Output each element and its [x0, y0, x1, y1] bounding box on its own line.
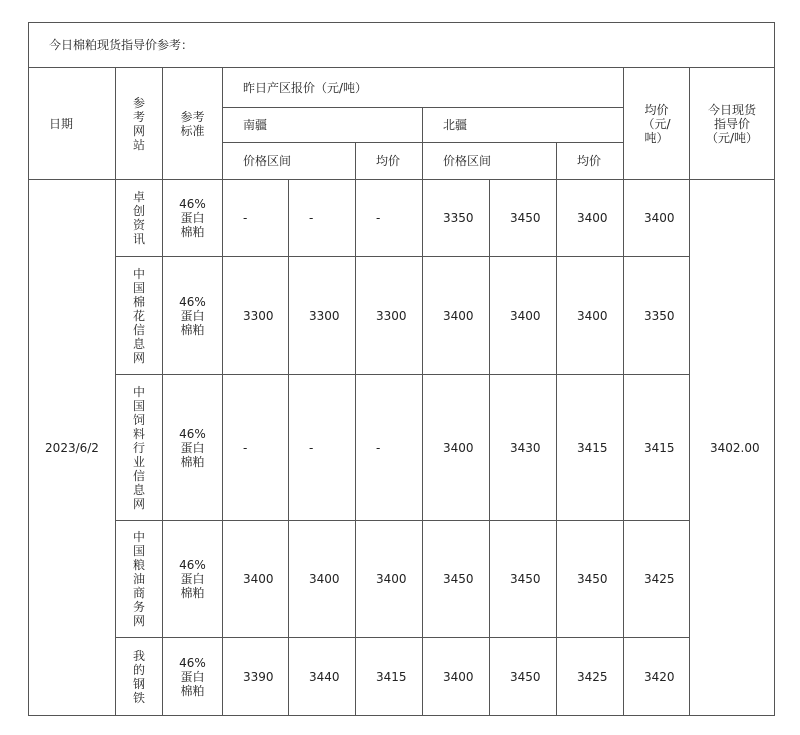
header-south-range: 价格区间: [223, 143, 356, 180]
standard-cell: 46%蛋白棉粕: [179, 558, 206, 600]
south-high-cell: -: [289, 375, 356, 521]
standard-cell: 46%蛋白棉粕: [179, 426, 206, 469]
avg-cell: 3420: [624, 638, 690, 716]
south-avg-cell: -: [356, 375, 423, 521]
header-site: 参考网站: [132, 95, 145, 152]
south-avg-cell: 3300: [356, 257, 423, 375]
avg-cell: 3415: [624, 375, 690, 521]
header-north-avg: 均价: [557, 143, 624, 180]
north-low-cell: 3350: [423, 180, 490, 257]
header-date: 日期: [29, 68, 116, 180]
site-cell: 卓创资讯: [132, 190, 145, 246]
south-low-cell: -: [223, 180, 289, 257]
south-low-cell: 3400: [223, 521, 289, 638]
north-low-cell: 3400: [423, 375, 490, 521]
south-high-cell: 3400: [289, 521, 356, 638]
north-avg-cell: 3425: [557, 638, 624, 716]
table-title: 今日棉粕现货指导价参考：: [29, 23, 775, 68]
today-price-cell: 3402.00: [690, 180, 775, 716]
north-low-cell: 3450: [423, 521, 490, 638]
header-avg: 均价（元/吨）: [642, 102, 671, 145]
north-low-cell: 3400: [423, 638, 490, 716]
table-row: [29, 521, 775, 638]
north-high-cell: 3430: [490, 375, 557, 521]
north-low-cell: 3400: [423, 257, 490, 375]
north-high-cell: 3400: [490, 257, 557, 375]
standard-cell: 46%蛋白棉粕: [179, 294, 206, 337]
header-south-avg: 均价: [356, 143, 423, 180]
south-avg-cell: 3400: [356, 521, 423, 638]
avg-cell: 3350: [624, 257, 690, 375]
south-high-cell: 3440: [289, 638, 356, 716]
standard-cell: 46%蛋白棉粕: [179, 197, 206, 239]
north-avg-cell: 3400: [557, 257, 624, 375]
standard-cell: 46%蛋白棉粕: [179, 655, 206, 698]
site-cell: 我的钢铁: [132, 648, 145, 705]
table-row: [29, 257, 775, 375]
date-cell: 2023/6/2: [29, 180, 116, 716]
north-high-cell: 3450: [490, 638, 557, 716]
south-low-cell: 3390: [223, 638, 289, 716]
site-cell: 中国粮油商务网: [132, 530, 145, 628]
north-avg-cell: 3450: [557, 521, 624, 638]
header-north: 北疆: [423, 108, 624, 143]
south-low-cell: -: [223, 375, 289, 521]
header-yesterday-quote: 昨日产区报价（元/吨）: [223, 68, 624, 108]
north-avg-cell: 3415: [557, 375, 624, 521]
south-low-cell: 3300: [223, 257, 289, 375]
north-high-cell: 3450: [490, 521, 557, 638]
price-table: [28, 22, 775, 716]
site-cell: 中国棉花信息网: [132, 266, 145, 365]
header-standard: 参考标准: [180, 109, 205, 138]
avg-cell: 3425: [624, 521, 690, 638]
north-high-cell: 3450: [490, 180, 557, 257]
table-row: [29, 375, 775, 521]
table-row: [29, 638, 775, 716]
avg-cell: 3400: [624, 180, 690, 257]
header-today-price: 今日现货指导价（元/吨）: [706, 102, 759, 145]
header-north-range: 价格区间: [423, 143, 557, 180]
south-avg-cell: 3415: [356, 638, 423, 716]
table-row: [29, 180, 775, 257]
south-avg-cell: -: [356, 180, 423, 257]
south-high-cell: -: [289, 180, 356, 257]
north-avg-cell: 3400: [557, 180, 624, 257]
site-cell: 中国饲料行业信息网: [132, 384, 145, 511]
south-high-cell: 3300: [289, 257, 356, 375]
header-south: 南疆: [223, 108, 423, 143]
